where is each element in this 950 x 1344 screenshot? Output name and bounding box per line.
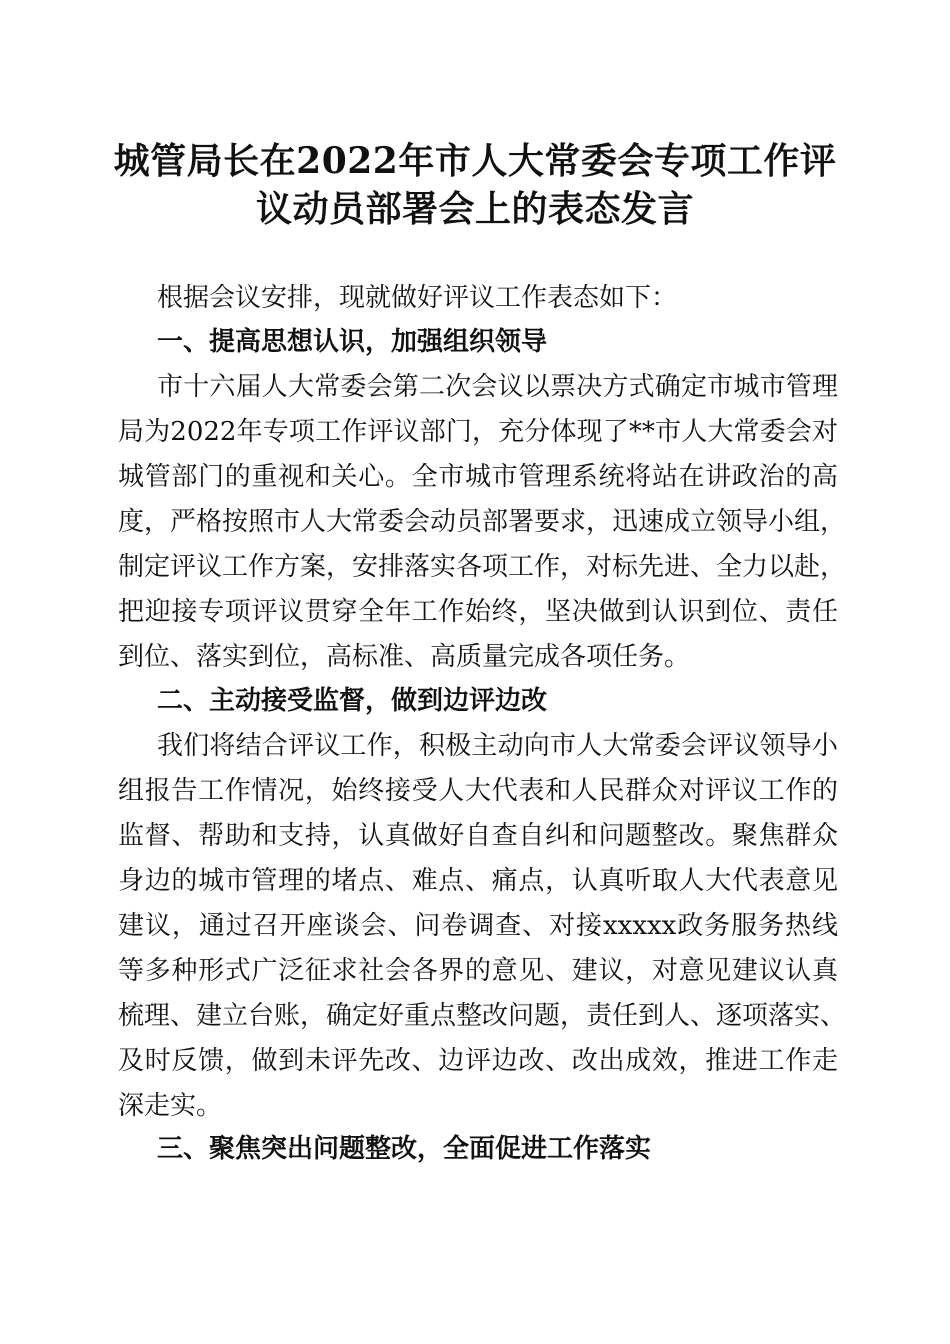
intro-paragraph: 根据会议安排，现就做好评议工作表态如下： xyxy=(157,283,678,313)
section-2-text-line: 组报告工作情况，始终接受人大代表和人民群众对评议工作的 xyxy=(118,776,838,806)
section-2-heading: 二、主动接受监督，做到边评边改 xyxy=(157,686,548,716)
section-2-text-line: 等多种形式广泛征求社会各界的意见、建议，对意见建议认真 xyxy=(118,956,838,986)
section-2-text-line: 深走实。 xyxy=(118,1091,223,1121)
section-1-text-line: 局为2022年专项工作评议部门，充分体现了**市人大常委会对 xyxy=(118,417,838,447)
section-1-text-line: 制定评议工作方案，安排落实各项工作，对标先进、全力以赴， xyxy=(118,552,847,582)
section-2-text-line: 及时反馈，做到未评先改、边评边改、改出成效，推进工作走 xyxy=(118,1046,838,1076)
section-1-text-line: 把迎接专项评议贯穿全年工作始终，坚决做到认识到位、责任 xyxy=(118,597,838,627)
section-1-heading: 一、提高思想认识，加强组织领导 xyxy=(157,327,548,357)
document-title-line-1: 城管局长在2022年市人大常委会专项工作评 xyxy=(113,140,837,182)
section-1-text-line: 到位、落实到位，高标准、高质量完成各项任务。 xyxy=(118,642,691,672)
section-2-text-line: 身边的城市管理的堵点、难点、痛点，认真听取人大代表意见 xyxy=(118,866,838,896)
section-2-text-line: 监督、帮助和支持，认真做好自查自纠和问题整改。聚焦群众 xyxy=(118,821,838,851)
section-1-text-line: 城管部门的重视和关心。全市城市管理系统将站在讲政治的高 xyxy=(118,462,838,492)
section-1-text-line: 市十六届人大常委会第二次会议以票决方式确定市城市管理 xyxy=(157,372,838,402)
section-2-text-line: 我们将结合评议工作，积极主动向市人大常委会评议领导小 xyxy=(157,731,838,761)
document-title-line-2: 议动员部署会上的表态发言 xyxy=(255,188,694,230)
section-3-heading: 三、聚焦突出问题整改，全面促进工作落实 xyxy=(157,1134,652,1164)
section-1-text-line: 度，严格按照市人大常委会动员部署要求，迅速成立领导小组， xyxy=(118,507,847,537)
section-2-text-line: 建议，通过召开座谈会、问卷调查、对接xxxxx政务服务热线 xyxy=(118,911,838,941)
section-2-text-line: 梳理、建立台账，确定好重点整改问题，责任到人、逐项落实、 xyxy=(118,1001,847,1031)
